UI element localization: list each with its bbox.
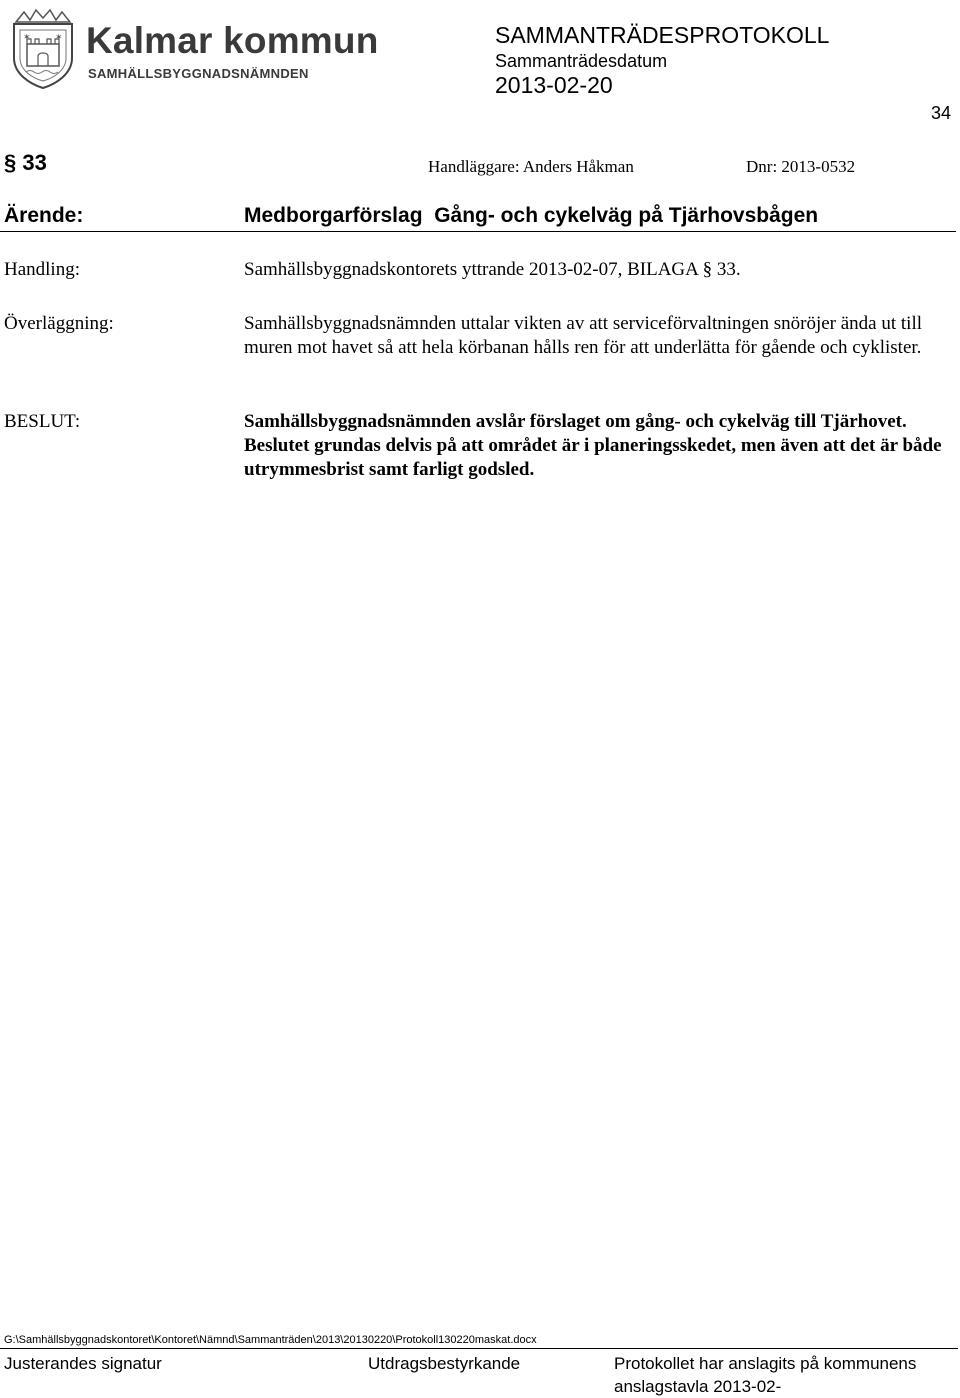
matter-title: Medborgarförslag Gång- och cykelväg på Tjärhovsbågen	[244, 204, 819, 227]
case-officer: Handläggare: Anders Håkman	[428, 157, 634, 176]
svg-text:✶: ✶	[23, 33, 31, 43]
registration-number: Dnr: 2013-0532	[746, 157, 856, 176]
footer-signature: Justerandes signatur	[4, 1354, 162, 1373]
deliberation-label: Överläggning:	[4, 313, 114, 334]
file-path: G:\Samhällsbyggnadskontoret\Kontoret\Nämnd\Sammanträden\2013\20130220\Protokoll130220maskat.docx	[4, 1334, 537, 1346]
footer-divider	[0, 1348, 958, 1349]
org-name: Kalmar kommun	[86, 20, 379, 61]
document-type: SAMMANTRÄDESPROTOKOLL	[495, 22, 830, 48]
deliberation-text: Samhällsbyggnadsnämnden uttalar vikten av att serviceförvaltningen snöröjer ända ut till muren mot havet så att hela körbanan hålls ren för att underlätta för gående och cyklister.	[244, 313, 923, 358]
footer-posting-notice: Protokollet har anslagits på kommunens anslagstavla 2013-02-	[614, 1354, 917, 1396]
meeting-date-label: Sammanträdesdatum	[495, 51, 668, 71]
footer-extract-certification: Utdragsbestyrkande	[368, 1354, 521, 1373]
handling-text: Samhällsbyggnadskontorets yttrande 2013-02-07, BILAGA § 33.	[244, 259, 741, 280]
paragraph-number: § 33	[4, 150, 47, 175]
decision-label: BESLUT:	[4, 411, 81, 432]
meeting-date-value: 2013-02-20	[495, 72, 613, 98]
matter-divider	[0, 231, 956, 232]
org-unit: SAMHÄLLSBYGGNADSNÄMNDEN	[88, 66, 309, 81]
matter-label: Ärende:	[4, 204, 84, 227]
handling-label: Handling:	[4, 259, 80, 280]
page-number: 34	[931, 103, 952, 123]
decision-text: Samhällsbyggnadsnämnden avslår förslaget om gång- och cykelväg till Tjärhovet. Beslutet grundas delvis på att området är i planeringsskedet, men även att det är både utrymmesbrist samt farligt godsled.	[244, 411, 942, 480]
svg-text:✶: ✶	[55, 33, 63, 43]
kalmar-coat-of-arms-icon	[10, 8, 76, 90]
